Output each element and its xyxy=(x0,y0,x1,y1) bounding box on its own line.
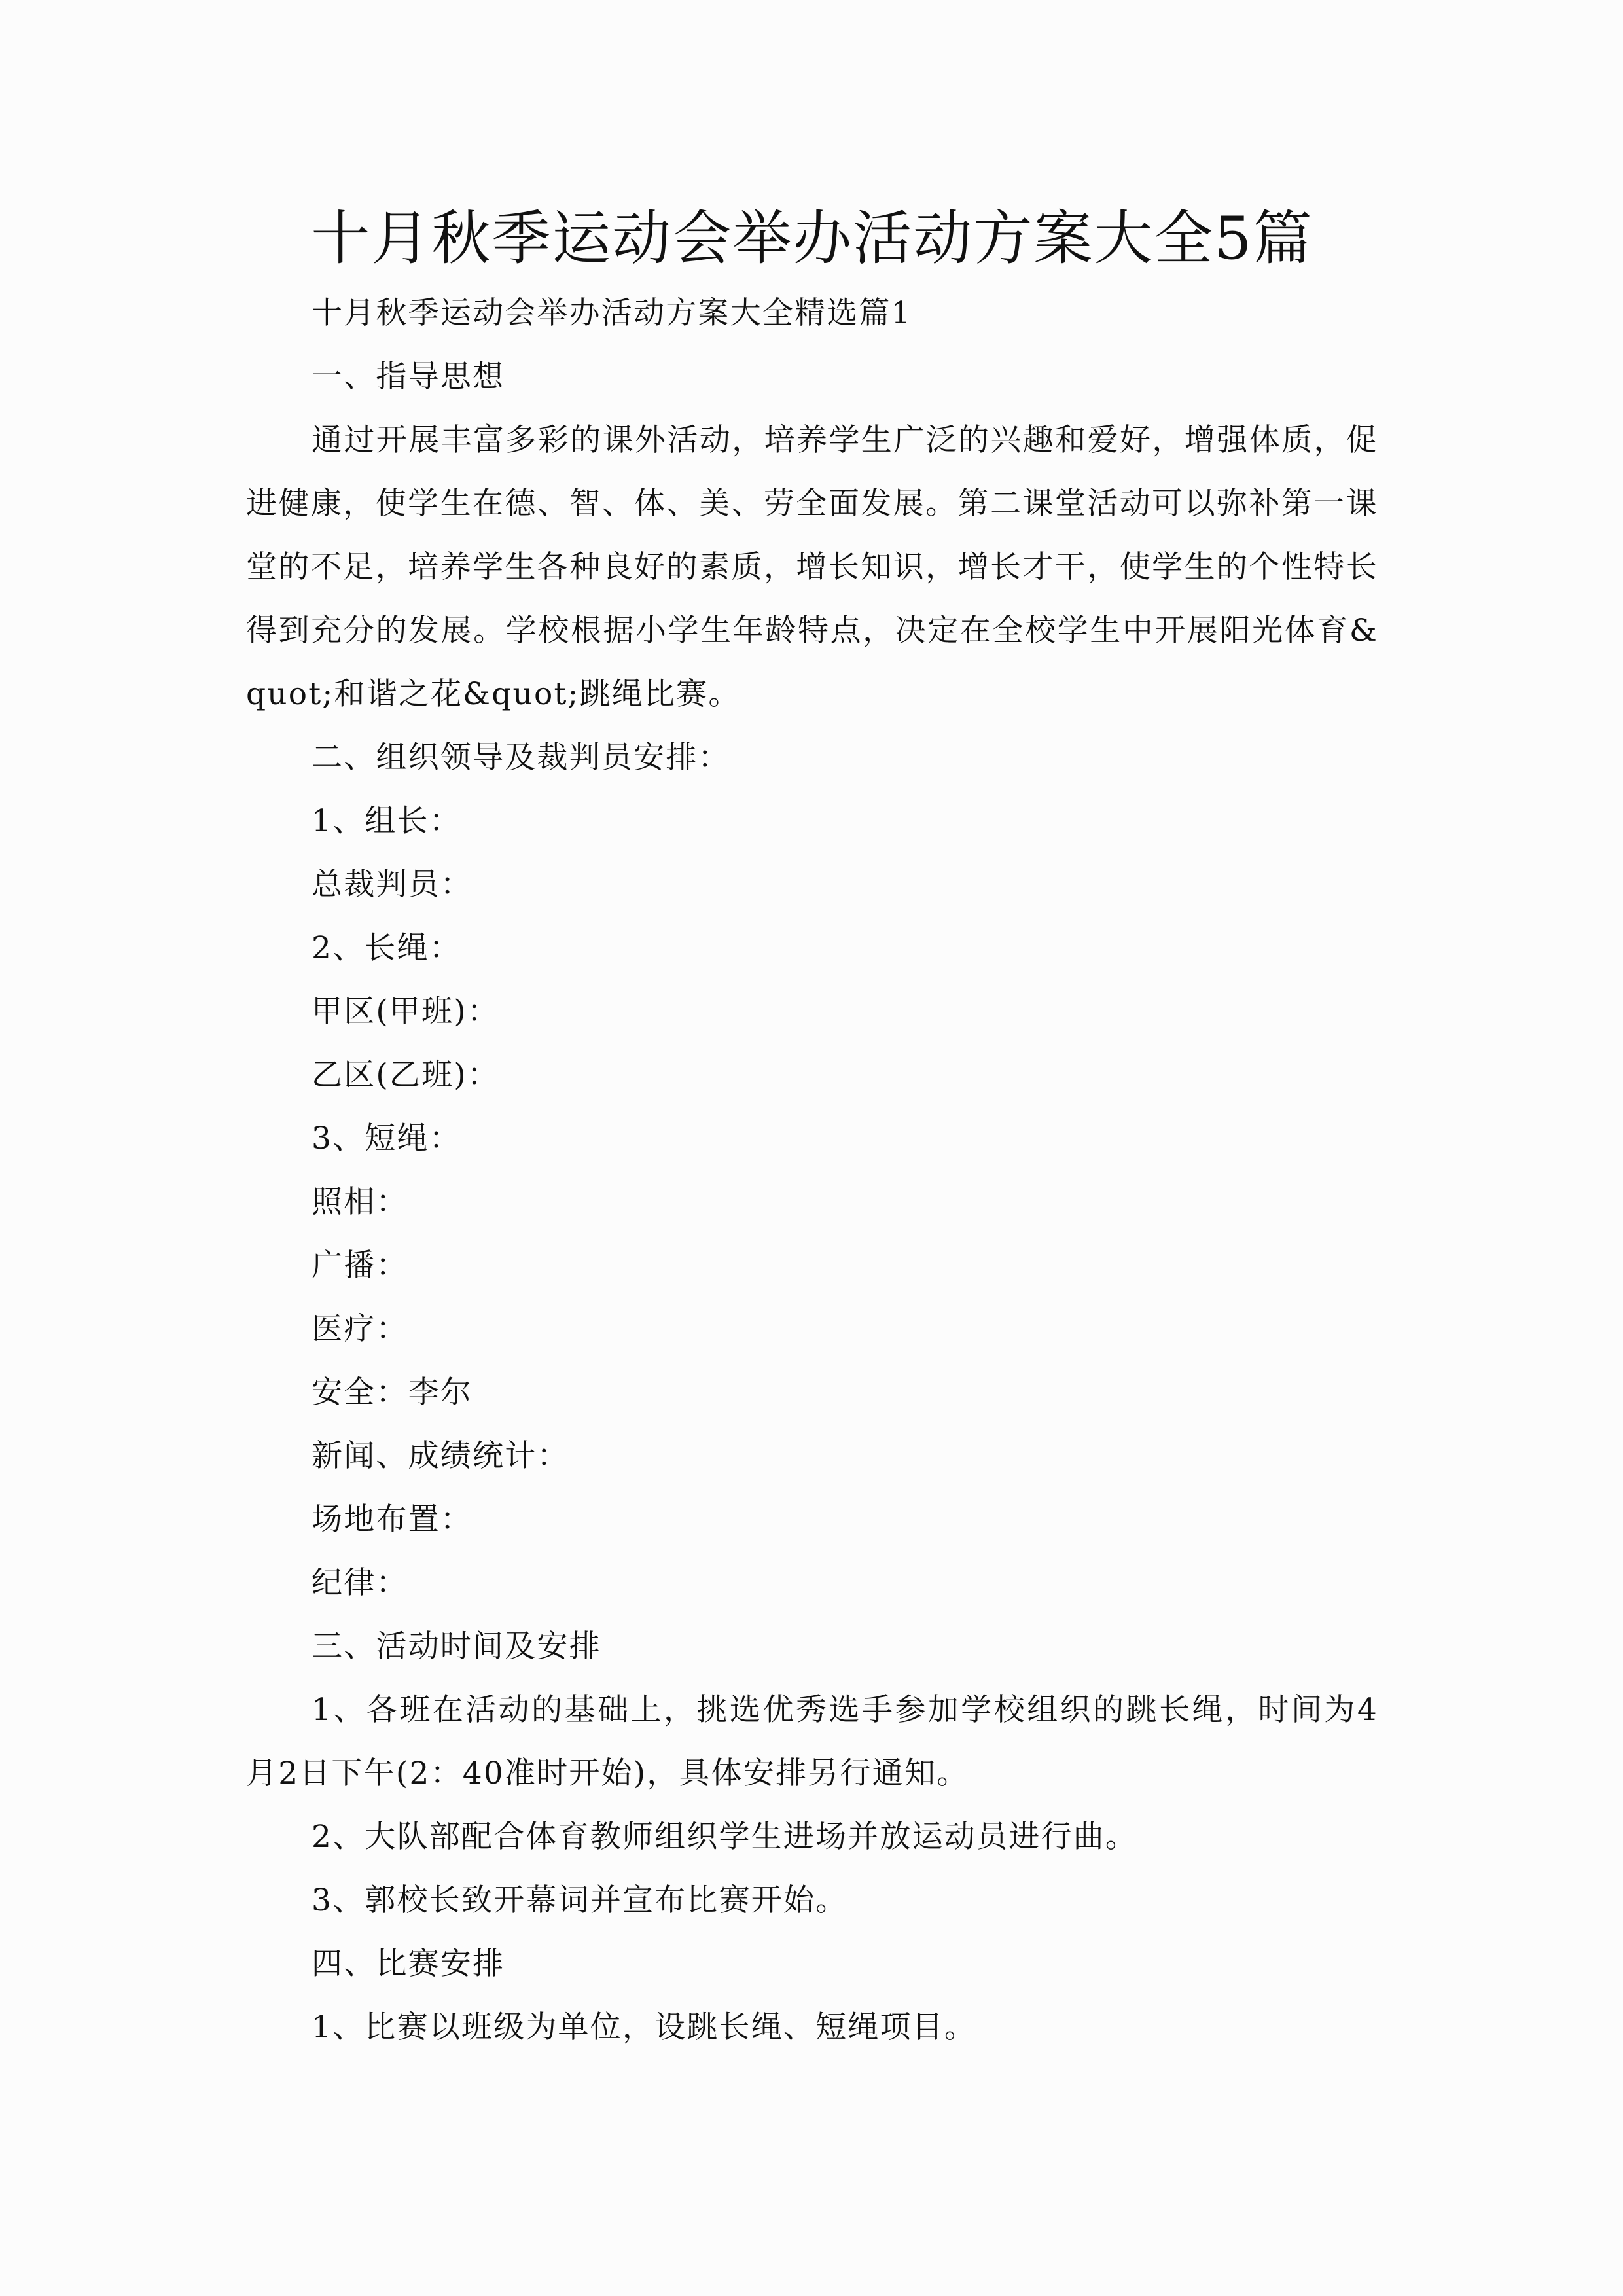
section-heading-guiding-ideology: 一、指导思想 xyxy=(312,359,505,395)
list-item-photography: 照相： xyxy=(312,1184,408,1220)
document-page xyxy=(246,196,1378,2059)
document-title: 十月秋季运动会举办活动方案大全5篇 xyxy=(311,204,1313,273)
list-item-zone-b: 乙区(乙班)： xyxy=(312,1057,500,1093)
schedule-item-3: 3、郭校长致开幕词并宣布比赛开始。 xyxy=(312,1882,848,1918)
list-item-short-rope: 3、短绳： xyxy=(312,1121,461,1157)
list-item-venue-setup: 场地布置： xyxy=(312,1501,473,1537)
list-item-zone-a: 甲区(甲班)： xyxy=(312,994,500,1030)
list-item-news-statistics: 新闻、成绩统计： xyxy=(312,1438,569,1474)
schedule-paragraph-1: 1、各班在活动的基础上，挑选优秀选手参加学校组织的跳长绳，时间为4月2日下午(2：40准时开始)，具体安排另行通知。 xyxy=(246,1692,1378,1791)
section-heading-organization: 二、组织领导及裁判员安排： xyxy=(312,740,730,776)
schedule-item-2: 2、大队部配合体育教师组织学生进场并放运动员进行曲。 xyxy=(312,1819,1138,1855)
section-heading-schedule: 三、活动时间及安排 xyxy=(312,1628,601,1664)
list-item-broadcast: 广播： xyxy=(312,1247,408,1283)
list-item-long-rope: 2、长绳： xyxy=(312,930,461,966)
list-item-team-leader: 1、组长： xyxy=(312,803,461,839)
list-item-chief-referee: 总裁判员： xyxy=(312,867,473,903)
list-item-safety: 安全：李尔 xyxy=(312,1374,473,1410)
competition-item-1: 1、比赛以班级为单位，设跳长绳、短绳项目。 xyxy=(312,2009,977,2045)
section-heading-competition: 四、比赛安排 xyxy=(312,1946,505,1982)
article-subtitle: 十月秋季运动会举办活动方案大全精选篇1 xyxy=(312,295,912,331)
list-item-discipline: 纪律： xyxy=(312,1565,408,1601)
list-item-medical: 医疗： xyxy=(312,1311,408,1347)
guiding-ideology-paragraph: 通过开展丰富多彩的课外活动，培养学生广泛的兴趣和爱好，增强体质，促进健康，使学生在德、智、体、美、劳全面发展。第二课堂活动可以弥补第一课堂的不足，培养学生各种良好的素质，增长知识，增长才干，使学生的个性特长得到充分的发展。学校根据小学生年龄特点，决定在全校学生中开展阳光体育&quot;和谐之花&quot;跳绳比赛。 xyxy=(246,422,1378,712)
